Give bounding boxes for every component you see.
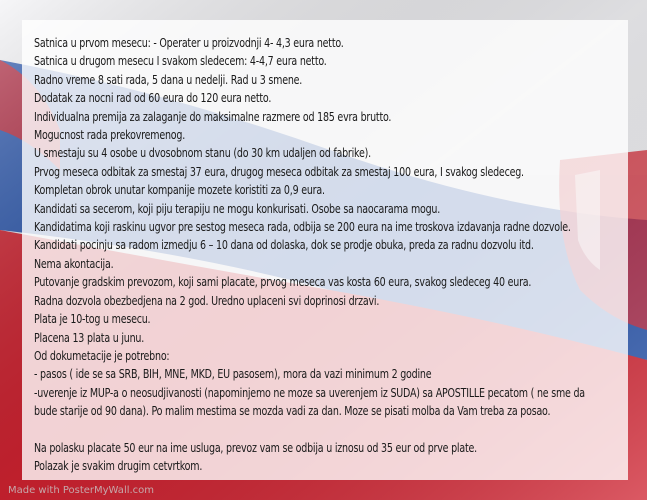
- text-line: Radno vreme 8 sati rada, 5 dana u nedelji. Rad u 3 smene.: [34, 72, 303, 87]
- job-offer-text: [34, 34, 624, 476]
- text-line: Satnica u drugom mesecu I svakom sledecem: 4-4,7 eura netto.: [34, 54, 327, 69]
- text-line: Prvog meseca odbitak za smestaj 37 eura, drugog meseca odbitak za smestaj 100 eura, I svakog sledeceg.: [34, 164, 524, 179]
- text-line: Kandidatima koji raskinu ugvor pre sestog meseca rada, odbija se 200 eura na ime troskova izdavanja radne dozvole.: [34, 220, 571, 235]
- watermark: Made with PosterMyWall.com: [8, 485, 155, 496]
- text-line: Putovanje gradskim prevozom, koji sami placate, prvog meseca vas kosta 60 eura, svakog sledeceg 40 eura.: [34, 275, 532, 290]
- text-line: -uverenje iz MUP-a o neosudjivanosti (napominjemo ne moze sa uverenjem iz SUDA) sa APOSTILLE pecatom ( ne sme da: [34, 385, 585, 400]
- text-line: Satnica u prvom mesecu: - Operater u proizvodnji 4- 4,3 eura netto.: [34, 36, 344, 50]
- text-line: Radna dozvola obezbedjena na 2 god. Uredno uplaceni svi doprinosi drzavi.: [34, 293, 380, 308]
- text-line: Kandidati sa secerom, koji piju terapiju ne mogu konkurisati. Osobe sa naocarama mogu.: [34, 201, 441, 216]
- text-line: Plata je 10-tog u mesecu.: [34, 312, 151, 327]
- blank-line: [34, 421, 624, 439]
- text-line: Na polasku placate 50 eur na ime usluga, prevoz vam se odbija u iznosu od 35 eur od prve plate.: [34, 440, 477, 455]
- text-line: Dodatak za nocni rad od 60 eura do 120 eura netto.: [34, 91, 272, 106]
- text-line: Od dokumetacije je potrebno:: [34, 348, 170, 363]
- text-line: Placena 13 plata u junu.: [34, 330, 145, 345]
- text-line: - pasos ( ide se sa SRB, BIH, MNE, MKD, EU pasosem), mora da vazi minimum 2 godine: [34, 367, 432, 382]
- text-line: Polazak je svakim drugim cetvrtkom.: [34, 459, 203, 474]
- text-line: Individualna premija za zalaganje do maksimalne razmere od 185 evra brutto.: [34, 109, 392, 124]
- text-line: Mogucnost rada prekovremenog.: [34, 128, 186, 143]
- text-line: Nema akontacija.: [34, 256, 114, 271]
- text-line: Kandidati pocinju sa radom izmedju 6 – 10 dana od dolaska, dok se prodje obuka, preda za radnu dozvolu itd.: [34, 238, 534, 253]
- text-line: bude starije od 90 dana). Po malim mestima se mozda vadi za dan. Moze se pisati molba da Vam treba za posao.: [34, 404, 551, 419]
- text-line: U smestaju su 4 osobe u dvosobnom stanu (do 30 km udaljen od fabrike).: [34, 146, 371, 161]
- text-line: Kompletan obrok unutar kompanije mozete koristiti za 0,9 eura.: [34, 183, 325, 198]
